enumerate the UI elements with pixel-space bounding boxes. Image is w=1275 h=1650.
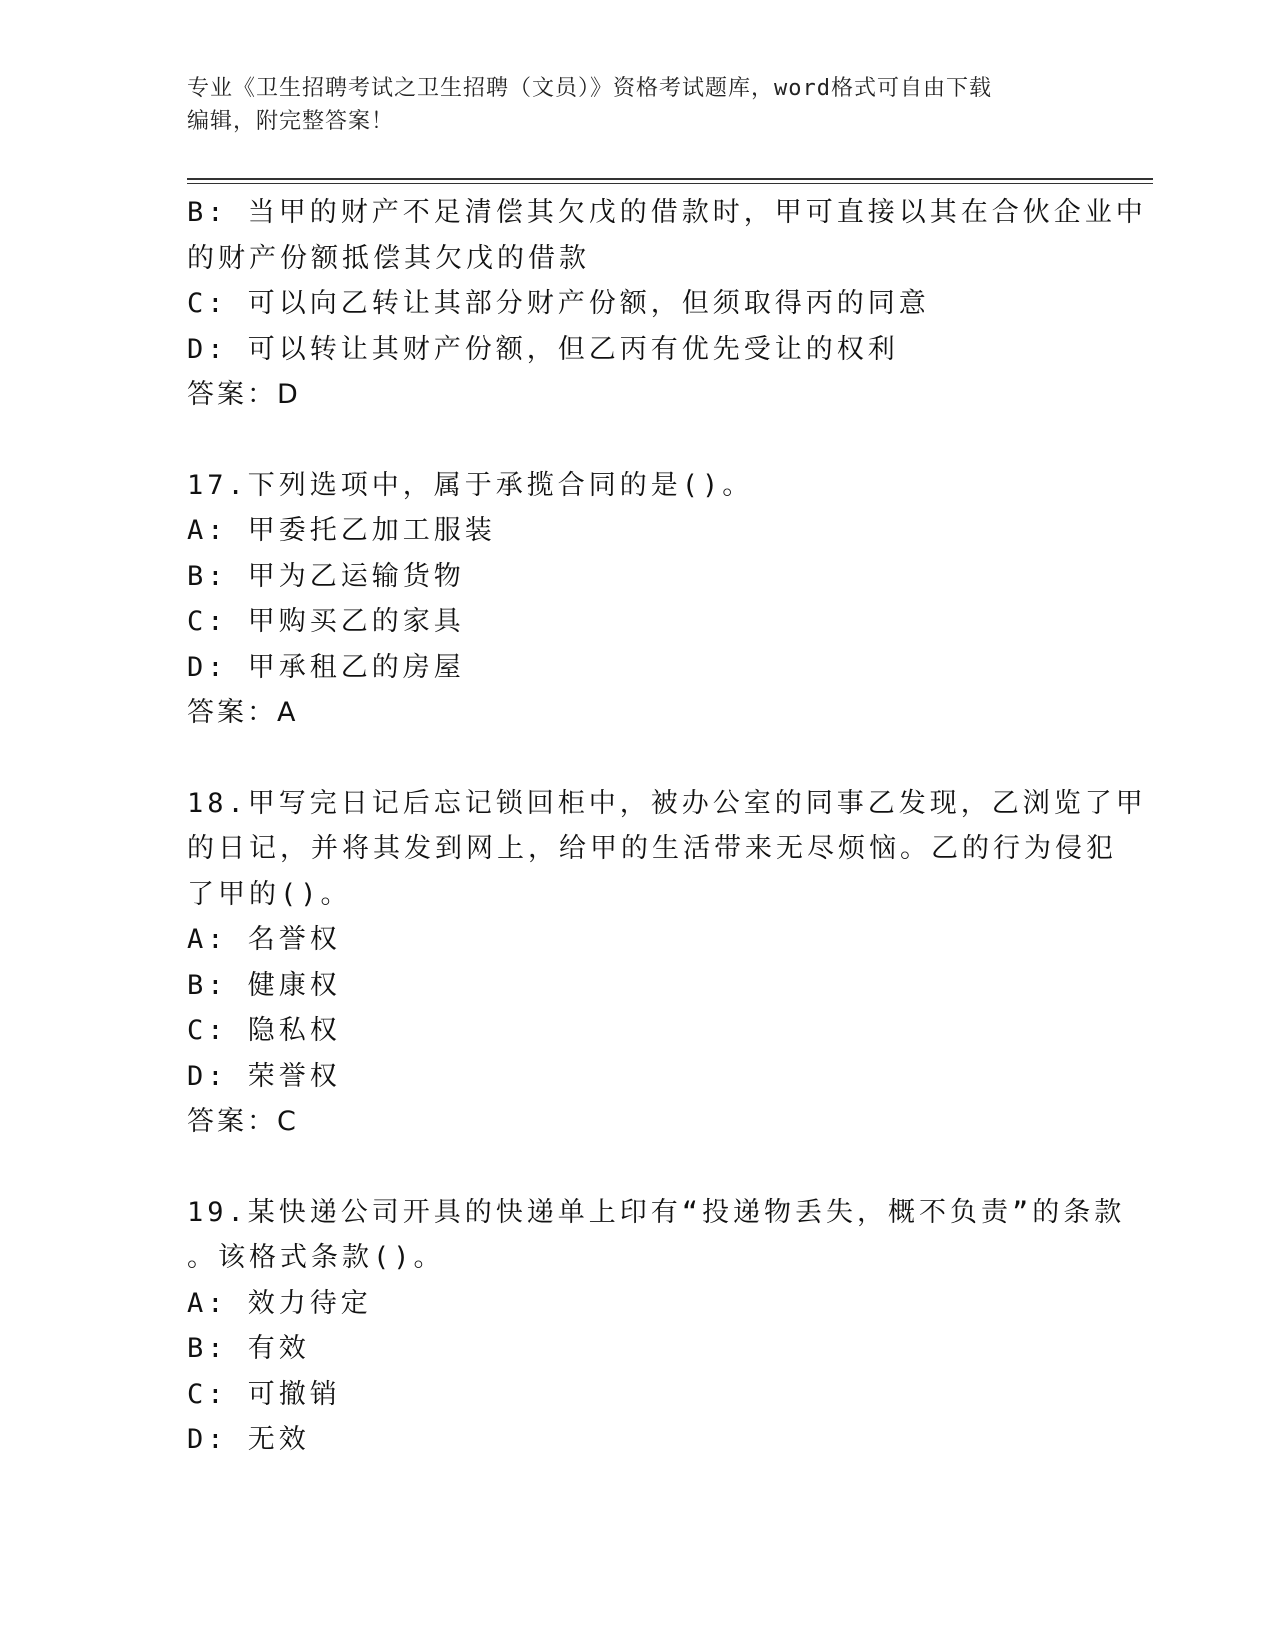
option-d: D: 可以转让其财产份额，但乙丙有优先受让的权利 — [187, 333, 899, 365]
question-stem-continued: 了甲的()。 — [187, 878, 352, 910]
question-block-18 — [187, 781, 1147, 1145]
spacer — [187, 418, 1087, 463]
option-b: B: 当甲的财产不足清偿其欠戊的借款时，甲可直接以其在合伙企业中 — [187, 197, 1147, 228]
option-c: C: 隐私权 — [187, 1015, 341, 1046]
spacer — [187, 736, 1087, 781]
option-a: A: 名誉权 — [187, 924, 341, 955]
document-page — [187, 0, 1157, 1650]
option-a: A: 效力待定 — [187, 1287, 372, 1319]
option-c: C: 可以向乙转让其部分财产份额，但须取得丙的同意 — [187, 288, 930, 319]
question-stem: 19.某快递公司开具的快递单上印有“投递物丢失，概不负责”的条款 — [187, 1196, 1126, 1228]
question-content — [187, 190, 1147, 1463]
option-c: C: 可撤销 — [187, 1378, 341, 1410]
option-d: D: 无效 — [187, 1424, 310, 1455]
question-block-16 — [187, 190, 1147, 418]
spacer — [187, 1145, 1087, 1190]
question-stem-continued: 。该格式条款()。 — [187, 1242, 445, 1273]
option-d: D: 甲承租乙的房屋 — [187, 651, 465, 683]
option-b: B: 甲为乙运输货物 — [187, 560, 465, 592]
answer-line: 答案：C — [187, 1106, 299, 1137]
option-c: C: 甲购买乙的家具 — [187, 606, 465, 637]
answer-line: 答案：A — [187, 697, 299, 728]
question-stem: 17.下列选项中，属于承揽合同的是()。 — [187, 469, 754, 501]
option-b-continued: 的财产份额抵偿其欠戊的借款 — [187, 242, 590, 274]
document-header — [187, 72, 1087, 138]
option-b: B: 健康权 — [187, 969, 341, 1001]
option-a: A: 甲委托乙加工服装 — [187, 515, 496, 546]
question-block-17 — [187, 463, 1087, 736]
option-b: B: 有效 — [187, 1333, 310, 1364]
option-d: D: 荣誉权 — [187, 1060, 341, 1092]
question-block-19 — [187, 1190, 1126, 1463]
header-divider-thin — [187, 183, 1153, 184]
header-line-2: 编辑，附完整答案！ — [187, 109, 395, 134]
header-line-1: 专业《卫生招聘考试之卫生招聘（文员）》资格考试题库，word格式可自由下载 — [187, 76, 992, 101]
question-stem-continued: 的日记，并将其发到网上，给甲的生活带来无尽烦恼。乙的行为侵犯 — [187, 833, 1117, 864]
question-stem: 18.甲写完日记后忘记锁回柜中，被办公室的同事乙发现，乙浏览了甲 — [187, 787, 1147, 819]
answer-line: 答案：D — [187, 379, 301, 410]
header-divider-thick — [187, 178, 1153, 180]
